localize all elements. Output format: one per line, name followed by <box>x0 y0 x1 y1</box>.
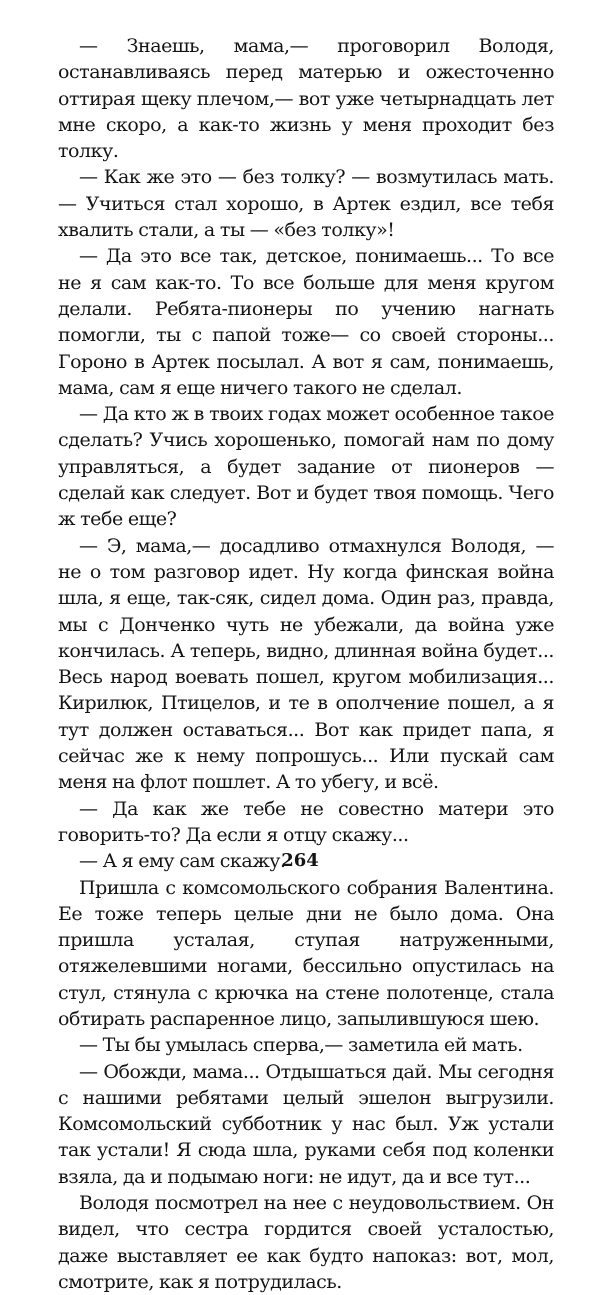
paragraph-10: — Обожди, мама... Отдышаться дай. Мы сегодня с нашими ребятами целый эшелон выгрузили. Комсомольский субботник у нас был. Уж устали так устали! Я сюда шла, руками себя под коленки взяла, да и подымаю ноги: не идут, да и все тут... <box>58 1060 554 1188</box>
text-body <box>58 33 554 1295</box>
page-number: 264 <box>281 850 319 871</box>
paragraph-7: — А я ему сам скажу. <box>79 850 286 873</box>
paragraph-5: — Э, мама,— досадливо отмахнулся Володя, — не о том разговор идет. Ну когда финская война шла, я еще, так-сяк, сидел дома. Один раз, правда, мы с Донченко чуть не убежали, да война уже кончилась. А теперь, видно, длинная война будет... Весь народ воевать пошел, кругом мобилизация... Кирилюк, Птицелов, и те в ополчение пошел, а я тут должен оставаться... Вот как придет папа, я сейчас же к нему попрошусь... Или пускай сам меня на флот пошлет. А то убегу, и всё. <box>58 534 554 794</box>
paragraph-6: — Да как же тебе не совестно матери это говорить-то? Да если я отцу скажу... <box>58 797 554 846</box>
paragraph-2: — Как же это — без толку? — возмутилась мать.— Учиться стал хорошо, в Артек ездил, все тебя хвалить стали, а ты — «без толку»! <box>58 166 554 242</box>
paragraph-4: — Да кто ж в твоих годах может особенное такое сделать? Учись хорошенько, помогай нам по дому управляться, а будет задание от пионеров — сделай как следует. Вот и будет твоя помощь. Чего ж тебе еще? <box>58 403 554 531</box>
paragraph-9: — Ты бы умылась сперва,— заметила ей мать. <box>79 1034 523 1057</box>
paragraph-8: Пришла с комсомольского собрания Валентина. Ее тоже теперь целые дни не было дома. Она пришла усталая, ступая натруженными, отяжелевшими ногами, бессильно опустилась на стул, стянула с крючка на стене полотенце, стала обтирать распаренное лицо, запылившуюся шею. <box>58 876 554 1030</box>
paragraph-11: Володя посмотрел на нее с неудовольствием. Он видел, что сестра гордится своей усталостью, даже выставляет ее как будто напоказ: вот, мол, смотрите, как я потрудилась. <box>58 1192 554 1293</box>
paragraph-1: — Знаешь, мама,— проговорил Володя, останавливаясь перед матерью и ожесточенно оттирая щеку плечом,— вот уже четырнадцать лет мне скоро, а как-то жизнь у меня проходит без толку. <box>58 35 554 163</box>
paragraph-3: — Да это все так, детское, понимаешь... То все не я сам как-то. То все больше для меня кругом делали. Ребята-пионеры по учению нагнать помогли, ты с папой тоже— со своей стороны... Гороно в Артек посылал. А вот я сам, понимаешь, мама, сам я еще ничего такого не сделал. <box>58 245 554 399</box>
